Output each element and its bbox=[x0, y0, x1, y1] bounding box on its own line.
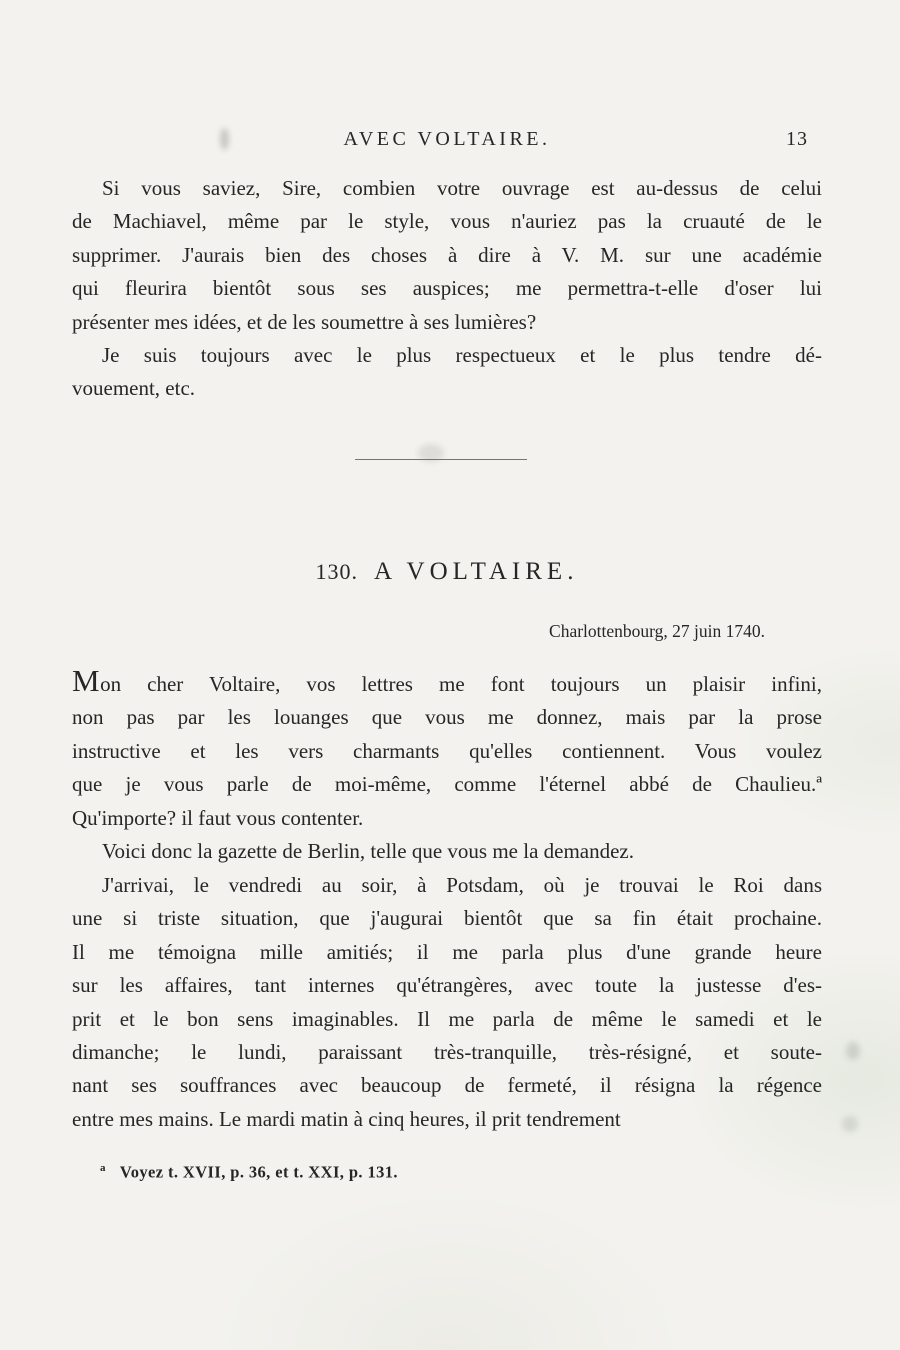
letter-title: A VOLTAIRE. bbox=[374, 558, 579, 585]
scan-artifact bbox=[842, 1116, 858, 1132]
text-line: prit et le bon sens imaginables. Il me parla de même le samedi et le bbox=[72, 1006, 822, 1031]
section-divider bbox=[355, 459, 527, 460]
text-line: supprimer. J'aurais bien des choses à dire à V. M. sur une académie bbox=[72, 242, 822, 267]
paragraph bbox=[72, 663, 822, 835]
text-line: Si vous saviez, Sire, combien votre ouvrage est au-dessus de celui bbox=[102, 176, 822, 200]
footnote-marker: a bbox=[100, 1162, 106, 1174]
paragraph bbox=[72, 835, 822, 868]
paragraph bbox=[72, 172, 822, 339]
letter-number: 130. bbox=[315, 559, 359, 584]
text-line: Voici donc la gazette de Berlin, telle que vous me la demandez. bbox=[102, 839, 635, 863]
text-line: qui fleurira bientôt sous ses auspices; me permettra-t-elle d'oser lui bbox=[72, 276, 822, 301]
text-line: instructive et les vers charmants qu'elles contiennent. Vous voulez bbox=[72, 738, 822, 763]
text-line: sur les affaires, tant internes qu'étrangères, avec toute la justesse d'es- bbox=[72, 973, 822, 998]
text-line: présenter mes idées, et de les soumettre à ses lumières? bbox=[72, 309, 537, 334]
text-line: non pas par les louanges que vous me donnez, mais par la prose bbox=[72, 705, 822, 730]
footnote-text: Voyez t. XVII, p. 36, et t. XXI, p. 131. bbox=[119, 1162, 398, 1182]
text-line: nant ses souffrances avec beaucoup de fermeté, il résigna la régence bbox=[72, 1073, 822, 1098]
text-line: entre mes mains. Le mardi matin à cinq heures, il prit tendrement bbox=[72, 1106, 621, 1131]
text-line: Il me témoigna mille amitiés; il me parla plus d'une grande heure bbox=[72, 939, 822, 964]
text-line: de Machiavel, même par le style, vous n'auriez pas la cruauté de le bbox=[72, 209, 822, 234]
scan-artifact bbox=[846, 1042, 860, 1060]
text-line: Qu'importe? il faut vous contenter. bbox=[72, 805, 364, 830]
text-line: J'arrivai, le vendredi au soir, à Potsdam, où je trouvai le Roi dans bbox=[102, 873, 822, 897]
text-line: vouement, etc. bbox=[72, 376, 196, 401]
text-line: Mon cher Voltaire, vos lettres me font toujours un plaisir infini, bbox=[72, 663, 822, 698]
text-line: une si triste situation, que j'augurai bientôt que sa fin était prochaine. bbox=[72, 906, 822, 931]
text-line: que je vous parle de moi-même, comme l'éternel abbé de Chaulieu.ª bbox=[72, 772, 822, 797]
paragraph bbox=[72, 869, 822, 1136]
page-number: 13 bbox=[786, 128, 808, 150]
letter-heading bbox=[72, 558, 822, 586]
drop-cap: M bbox=[72, 663, 101, 698]
paragraph bbox=[72, 339, 822, 406]
dateline: Charlottenbourg, 27 juin 1740. bbox=[549, 621, 765, 641]
footnote bbox=[72, 1162, 822, 1183]
running-title: AVEC VOLTAIRE. bbox=[343, 128, 551, 150]
text-line: dimanche; le lundi, paraissant très-tranquille, très-résigné, et soute- bbox=[72, 1040, 822, 1065]
text-line: Je suis toujours avec le plus respectueux et le plus tendre dé- bbox=[102, 343, 822, 367]
